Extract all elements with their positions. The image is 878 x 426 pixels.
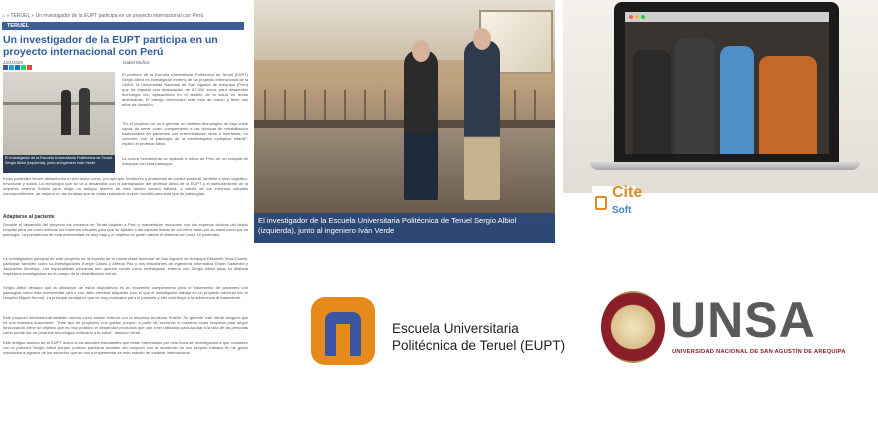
- paragraph-5: Durante el desarrollo del proyecto los expertos de Teruel viajarán a Perú y mantendrán reuniones con los expertos clínicos del citado hospital para ver cómo enfocar los entornos virtuales para que se ajusten a las características de los niños tanto por su edad como por su patología. La prevalencia de esta enfermedad es muy baja y el objetivo es poder validar el sistema con unos 15 pacientes.: [3, 222, 248, 237]
- paragraph-9: Este antiguo alumno de la EUPT animó a los actuales estudiantes que están interesados por esta línea de investigación a que contacten con el profesor Sergio Albiol porque podrían participar también del proyecto con el desarrollo de sus propios trabajos fin de grado vinculados a algunos de los aspectos que se van a implementar en este estudio de carácter internacional.: [3, 340, 248, 355]
- paragraph-8: Este proyecto internacional también cuenta como asesor externo con la empresa turolense Sotelin. Su gerente Iván Verde aseguró que es una iniciativa ilusionante. "Este tipo de proyectos nos gustan porque, a parte de servirnos a nosotros como empresa para seguir funcionando, tiene un objetivo que es muy positivo: el desarrollar productos que van a ser utilizados para ayudar a la vida de las personas como puede ser un producto tecnológico enfocado a la salud", destacó Verde.: [3, 315, 248, 335]
- minimize-dot-icon[interactable]: [635, 15, 639, 19]
- breadcrumb: [2, 13, 203, 19]
- share-bar: [3, 65, 32, 70]
- eupt-logo-center: [336, 324, 350, 356]
- paragraph-1: El profesor de la Escuela Universitaria Politécnica de Teruel (EUPT) Sergio Albiol es investigador externo de un proyecto internacional de la UNSA, la Universidad Nacional de San Agustín de Arequipa (Perú) que ha logrado una financiación de 67.000 euros para desarrollar tecnología con aplicaciones en el ámbito de la salud en áreas americanas. El trabajo comenzará este mes de marzo y tiene dos años de duración.: [122, 72, 248, 107]
- main-photo-caption: El investigador de la Escuela Universitaria Politécnica de Teruel Sergio Albiol (izquierda), junto al ingeniero Iván Verde: [254, 213, 555, 243]
- citesoft-cite: Cite: [612, 184, 643, 201]
- computer-icon: [595, 196, 607, 210]
- paragraph-6: La investigadora principal de este proyecto es la experta de la Universidad Nacional de San Agustín de Arequipa Elizabeth Vidal Duarte; participan también como co-investigadores Evelyn Castro y Alfredo Paz y dos estudiantes de ingeniería informática Edwin Saavedra y Jacqueline Montoya. Los especialistas peruanos han querido contar como investigador externo con Sergio Albiol dada su dilatada trayectoria investigadora en el campo de la rehabilitación virtual.: [3, 256, 248, 276]
- main-photo: [254, 0, 555, 243]
- window-titlebar: [625, 12, 829, 22]
- unsa-wordmark: UNSA: [670, 292, 816, 348]
- unsa-subtitle: UNIVERSIDAD NACIONAL DE SAN AGUSTÍN DE AREQUIPA: [672, 349, 846, 355]
- paragraph-7: Sergio Albiol destacó que la utilización de estos dispositivos es un excelente complemento para el tratamiento de pacientes con patologías como esta enfermedad rara o con daño cerebral adquirido (con el que el investigador trabaja en un proyecto nacional con el Hospital Miguel Servet). La principal ventaja es que es muy motivador para el paciente y ello contribuye a la adherencia al tratamiento.: [3, 285, 248, 300]
- share-button-2[interactable]: [9, 65, 14, 70]
- person-right: [464, 40, 500, 200]
- paragraph-4: Estos pacientes tienen alteraciones a nivel motor como, por ejemplo, temblores y problemas de control postural, también a nivel cognitivo, emocional y social. La tecnología que se va a desarrollar con la participación del profesor Albiol de la EUPT y el asesoramiento de la empresa externa Sotelin (que dirige un antiguo alumno de este mismo centro) trataría, a través de los entornos virtuales correspondientes, de mejorar en las terapias que se están realizando a nivel mundial para este tipo de patologías.: [3, 176, 248, 196]
- section-bar: [2, 22, 244, 30]
- share-button-4[interactable]: [21, 65, 26, 70]
- share-button-3[interactable]: [15, 65, 20, 70]
- laptop-base: [590, 162, 860, 170]
- article-panel: [0, 0, 251, 378]
- video-call-screen: [625, 12, 829, 154]
- share-button-1[interactable]: [3, 65, 8, 70]
- person-left-head: [412, 40, 430, 62]
- article-headline: Un investigador de la EUPT participa en un proyecto internacional con Perú: [3, 34, 218, 58]
- article-date: 22/1/2020: [3, 60, 24, 65]
- maximize-dot-icon[interactable]: [641, 15, 645, 19]
- call-participant-3: [720, 46, 754, 154]
- eupt-name-line2: Politécnica de Teruel (EUPT): [392, 338, 566, 353]
- subheading: Adaptarse al paciente: [3, 214, 55, 220]
- person-right-head: [473, 28, 491, 50]
- eupt-name-line1: Escuela Universitaria: [392, 321, 519, 336]
- citesoft-soft: Soft: [612, 205, 632, 216]
- call-participant-1: [633, 50, 671, 154]
- unsa-seal-icon: [601, 291, 665, 363]
- article-photo: [3, 72, 115, 164]
- paragraph-3: La nueva herramienta se aplicará a niños de Perú de un hospital de Arequipa con esta patología.: [122, 156, 248, 166]
- section-label[interactable]: TERUEL: [7, 23, 29, 29]
- home-icon[interactable]: ⌂: [2, 13, 6, 19]
- paragraph-2: "En el proyecto se va a generar un sistema tecnológico de bajo coste capaz de servir como complemento a las técnicas de rehabilitación tradicionales en pacientes con enfermedades raras o huérfanas, en concreto, con la patología de la encefalopatía epiléptica infantil", explicó el profesor Albiol.: [122, 121, 248, 146]
- share-button-5[interactable]: [27, 65, 32, 70]
- article-author: Isabel Muñoz: [123, 60, 150, 65]
- photo-caption: El investigador de la Escuela Universitaria Politécnica de Teruel Sergio Albiol (izquierda), junto al ingeniero Iván Verde: [3, 155, 115, 173]
- call-participant-2: [675, 38, 715, 154]
- person-left: [404, 50, 438, 200]
- close-dot-icon[interactable]: [629, 15, 633, 19]
- breadcrumb-text[interactable]: » TERUEL » Un investigador de la EUPT participa en un proyecto internacional con Perú: [6, 13, 204, 19]
- call-participant-4: [759, 56, 817, 154]
